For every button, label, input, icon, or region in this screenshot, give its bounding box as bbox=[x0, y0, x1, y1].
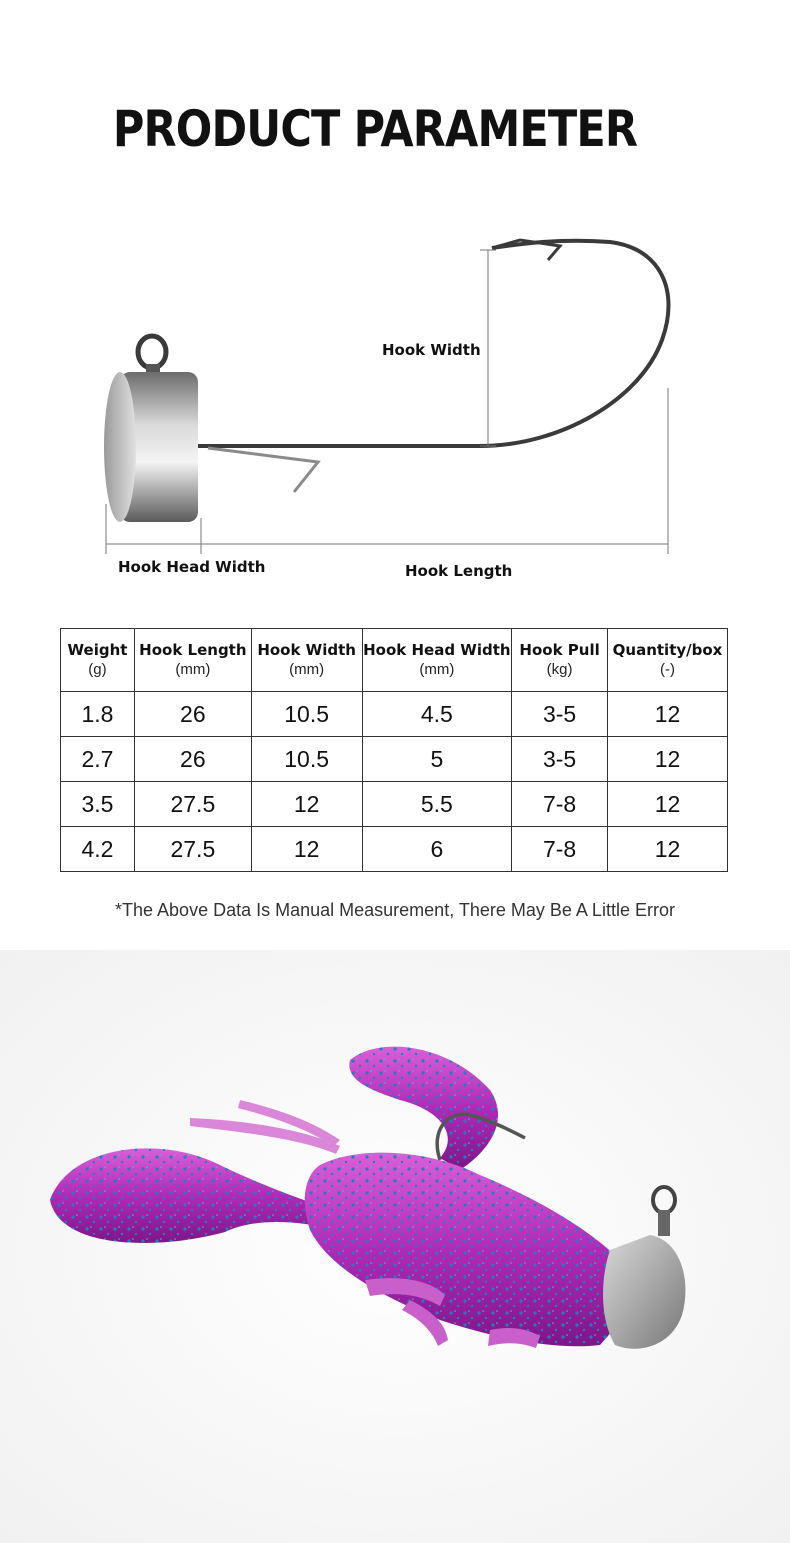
table-row bbox=[61, 737, 728, 782]
table-row bbox=[61, 692, 728, 737]
table-cell: 12 bbox=[608, 692, 728, 737]
column-header: Hook Head Width (mm) bbox=[362, 629, 512, 692]
table-cell: 5.5 bbox=[362, 782, 512, 827]
table-cell: 10.5 bbox=[251, 692, 362, 737]
column-header: Hook Pull (kg) bbox=[512, 629, 608, 692]
hook-length-label: Hook Length bbox=[405, 562, 513, 580]
table-cell: 2.7 bbox=[61, 737, 135, 782]
hook-eyelet bbox=[138, 336, 166, 378]
hook-head-width-label: Hook Head Width bbox=[118, 558, 266, 576]
hook-dimension-diagram bbox=[0, 200, 790, 600]
column-header: Weight (g) bbox=[61, 629, 135, 692]
column-header: Hook Length (mm) bbox=[134, 629, 251, 692]
table-cell: 10.5 bbox=[251, 737, 362, 782]
hook-head bbox=[104, 372, 198, 522]
table-cell: 12 bbox=[251, 827, 362, 872]
hook-width-label: Hook Width bbox=[382, 341, 481, 359]
table-cell: 1.8 bbox=[61, 692, 135, 737]
table-cell: 5 bbox=[362, 737, 512, 782]
page-title: PRODUCT PARAMETER bbox=[112, 100, 638, 158]
product-photo-crayfish-lure bbox=[0, 950, 790, 1543]
table-cell: 27.5 bbox=[134, 782, 251, 827]
table-cell: 26 bbox=[134, 692, 251, 737]
table-cell: 4.2 bbox=[61, 827, 135, 872]
table-cell: 3.5 bbox=[61, 782, 135, 827]
table-header-row bbox=[61, 629, 728, 692]
column-header: Hook Width (mm) bbox=[251, 629, 362, 692]
table-cell: 26 bbox=[134, 737, 251, 782]
wire-keeper bbox=[208, 448, 318, 492]
table-cell: 4.5 bbox=[362, 692, 512, 737]
table-cell: 12 bbox=[251, 782, 362, 827]
table-cell: 7-8 bbox=[512, 827, 608, 872]
table-cell: 12 bbox=[608, 827, 728, 872]
table-cell: 7-8 bbox=[512, 782, 608, 827]
table-cell: 3-5 bbox=[512, 692, 608, 737]
table-cell: 3-5 bbox=[512, 737, 608, 782]
measurement-footnote: *The Above Data Is Manual Measurement, There May Be A Little Error bbox=[115, 900, 675, 920]
column-header: Quantity/box (-) bbox=[608, 629, 728, 692]
table-cell: 6 bbox=[362, 827, 512, 872]
parameter-table bbox=[60, 628, 728, 872]
table-cell: 12 bbox=[608, 782, 728, 827]
table-row bbox=[61, 827, 728, 872]
table-cell: 12 bbox=[608, 737, 728, 782]
table-cell: 27.5 bbox=[134, 827, 251, 872]
table-row bbox=[61, 782, 728, 827]
